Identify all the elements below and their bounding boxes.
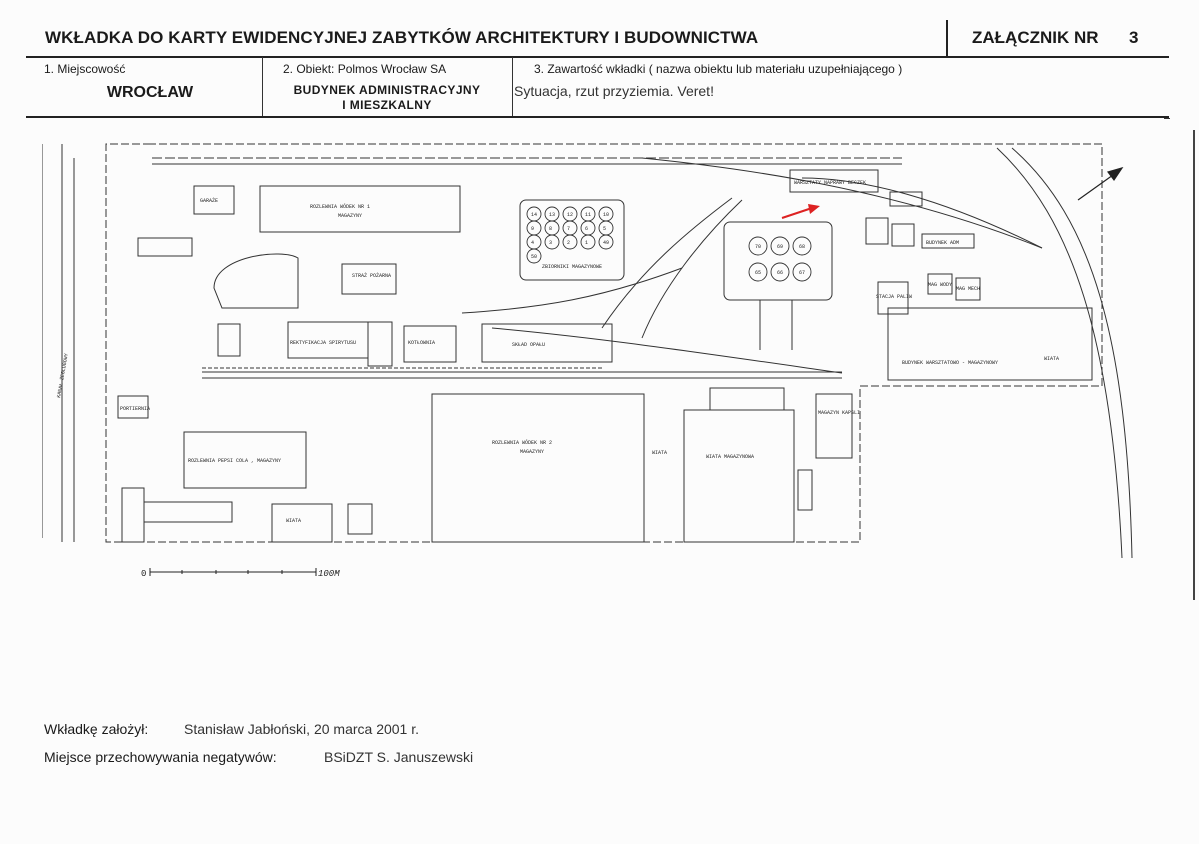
building-wiezy <box>368 322 392 366</box>
building-garaz-low <box>122 488 144 542</box>
label-magazyn-kapsli: MAGAZYN KAPSLI <box>818 410 861 416</box>
label-rozlewnia-1: ROZLEWNIA WÓDEK NR 1 <box>310 204 371 210</box>
north-arrow-icon <box>1078 168 1122 200</box>
tank-farm-right <box>724 222 832 300</box>
tank-number: 49 <box>603 240 610 246</box>
tank-number: 70 <box>755 244 762 250</box>
building-sklad-stolarki <box>710 388 784 410</box>
label-kanal: KANAŁ ŻEGLUGOWY <box>56 352 70 399</box>
building-wiata-mag <box>684 410 794 542</box>
tank-number: 50 <box>531 254 538 260</box>
building-mag-small-1 <box>866 218 888 244</box>
location-arrow <box>782 204 820 218</box>
label-rozlewnia-2: ROZLEWNIA WÓDEK NR 2 <box>492 440 553 446</box>
building-straz <box>342 264 396 294</box>
locality-label: 1. Miejscowość <box>44 62 126 76</box>
building-warsztatowy <box>888 308 1092 380</box>
building-garaz-right <box>798 470 812 510</box>
label-warsztatowy: BUDYNEK WARSZTATOWO - MAGAZYNOWY <box>902 360 999 366</box>
annex-label: ZAŁĄCZNIK NR <box>972 28 1099 47</box>
tank-number: 1 <box>585 240 589 246</box>
tank-number: 6 <box>585 226 589 232</box>
tank-number: 68 <box>799 244 806 250</box>
edge-tick <box>1164 118 1170 119</box>
object-value-line1: BUDYNEK ADMINISTRACYJNY <box>293 83 481 97</box>
label-wiata-mid: WIATA <box>652 450 668 456</box>
label-garaze: GARAŻE <box>200 198 219 204</box>
tank-number: 2 <box>567 240 571 246</box>
label-straz: STRAŻ POŻARNA <box>352 273 392 279</box>
scale-zero: 0 <box>141 569 147 579</box>
label-rozlewnia-1-sub: MAGAZYNY <box>338 213 363 219</box>
tank-number: 7 <box>567 226 571 232</box>
scan-edge <box>1193 130 1195 600</box>
label-sklad-opalu: SKŁAD OPAŁU <box>512 342 546 348</box>
tank-number: 10 <box>603 212 610 218</box>
tank-number: 9 <box>531 226 535 232</box>
label-wiata-right: WIATA <box>1044 356 1060 362</box>
building-mag-small-2 <box>892 224 914 246</box>
tank-number: 69 <box>777 244 784 250</box>
tank-number: 66 <box>777 270 784 276</box>
content-value: Sytuacja, rzut przyziemia. Veret! <box>514 83 714 99</box>
label-zbiorniki: ZBIORNIKI MAGAZYNOWE <box>542 264 603 270</box>
building-stacja <box>348 504 372 534</box>
label-pepsi: ROZLEWNIA PEPSI COLA , MAGAZYNY <box>188 458 282 464</box>
site-boundary <box>106 144 1102 542</box>
building-sklad-opalu <box>482 324 612 362</box>
field-divider <box>512 57 513 117</box>
storage-label: Miejsce przechowywania negatywów: <box>44 749 277 765</box>
fields-rule <box>26 116 1169 118</box>
label-wiata-mag: WIATA MAGAZYNOWA <box>706 454 755 460</box>
tank-number: 14 <box>531 212 538 218</box>
scale-end: 100M <box>318 569 340 579</box>
card-title: WKŁADKA DO KARTY EWIDENCYJNEJ ZABYTKÓW ARCHITEKTURY I BUDOWNICTWA <box>45 28 759 47</box>
label-budynek-adm: BUDYNEK ADM <box>926 240 960 246</box>
building-biurowiec-low <box>144 502 232 522</box>
label-rozlewnia-2-sub: MAGAZYNY <box>520 449 545 455</box>
label-rektyfikacja: REKTYFIKACJA SPIRYTUSU <box>290 340 357 346</box>
header-rule <box>26 56 1169 58</box>
storage-value: BSiDZT S. Januszewski <box>324 749 474 765</box>
label-portiernia: PORTIERNIA <box>120 406 151 412</box>
scale-bar <box>150 568 316 576</box>
building-rozlewnia-2 <box>432 394 644 542</box>
label-wiata-small: WIATA <box>286 518 302 524</box>
object-value-line2: I MIESZKALNY <box>342 98 432 112</box>
rail-curve <box>997 148 1122 558</box>
created-label: Wkładkę założył: <box>44 721 149 737</box>
label-warsztaty-beczek: WARSZTATY NAPRAWY BECZEK <box>794 180 867 186</box>
tank-number: 4 <box>531 240 535 246</box>
building-magazyn-kapsli <box>816 394 852 458</box>
tank-number: 11 <box>585 212 592 218</box>
building-biurowiec <box>138 238 192 256</box>
building-tank-a <box>214 254 298 308</box>
tank-number: 12 <box>567 212 574 218</box>
created-value: Stanisław Jabłoński, 20 marca 2001 r. <box>184 721 420 737</box>
annex-number: 3 <box>1129 28 1139 47</box>
label-stacja-paliw: STACJA PALIW <box>876 294 913 300</box>
tank-number: 13 <box>549 212 556 218</box>
site-plan <box>42 138 1152 586</box>
label-mag-wody: MAG WODY <box>928 282 953 288</box>
content-label: 3. Zawartość wkładki ( nazwa obiektu lub materiału uzupełniającego ) <box>534 62 903 76</box>
tank-number: 5 <box>603 226 607 232</box>
locality-value: WROCŁAW <box>106 84 194 101</box>
building-magazyn-plytki <box>218 324 240 356</box>
label-kotlownia: KOTŁOWNIA <box>408 340 436 346</box>
building-wiata-small <box>272 504 332 542</box>
tank-number: 3 <box>549 240 553 246</box>
header-divider <box>946 20 948 56</box>
label-mag-mech: MAG MECH <box>956 286 981 292</box>
object-label: 2. Obiekt: Polmos Wrocław SA <box>283 62 447 76</box>
tank-number: 67 <box>799 270 806 276</box>
tank-number: 65 <box>755 270 762 276</box>
tank-number: 8 <box>549 226 553 232</box>
